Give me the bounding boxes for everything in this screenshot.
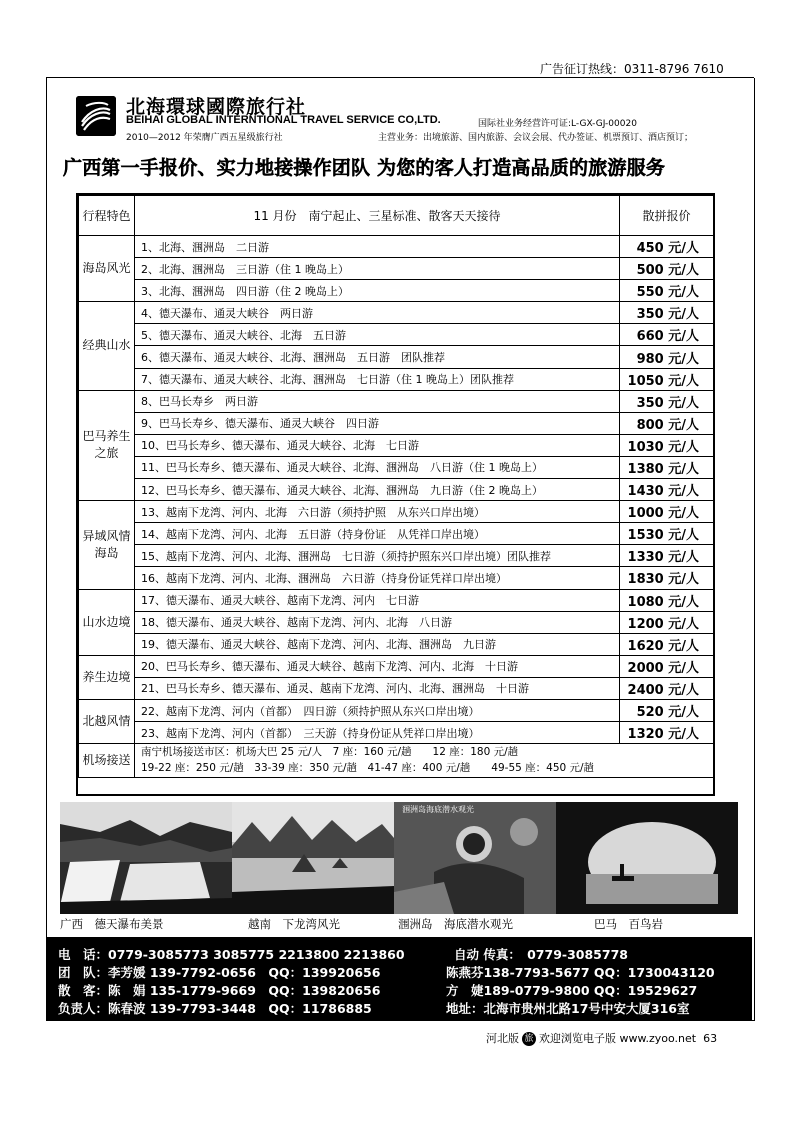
photo-bama-bainiao-cave: [556, 802, 738, 914]
route-cell: 3、北海、涠洲岛 四日游（住 2 晚岛上）: [135, 280, 620, 302]
price-cell: 550 元/人: [620, 280, 714, 302]
page-footer: [486, 1030, 717, 1046]
contact-team-2: 陈燕芬138-7793-5677 QQ：1730043120: [446, 965, 715, 980]
table-row: [79, 236, 714, 258]
table-row: [79, 523, 714, 545]
route-cell: 8、巴马长寿乡 两日游: [135, 390, 620, 412]
price-cell: 1080 元/人: [620, 589, 714, 611]
table-row: [79, 258, 714, 280]
table-row: [79, 456, 714, 478]
company-name-cn: 北海環球國際旅行社: [126, 96, 307, 118]
price-cell: 500 元/人: [620, 258, 714, 280]
footer-website[interactable]: 欢迎浏览电子版 www.zyoo.net: [539, 1032, 697, 1045]
table-row: [79, 699, 714, 721]
transfer-details: [135, 744, 714, 778]
route-cell: 21、巴马长寿乡、德天瀑布、通灵、越南下龙湾、河内、北海、涠洲岛 十日游: [135, 677, 620, 699]
price-cell: 1430 元/人: [620, 479, 714, 501]
header-category: 行程特色: [79, 196, 135, 236]
table-row: [79, 412, 714, 434]
route-cell: 6、德天瀑布、通灵大峡谷、北海、涠洲岛 五日游 团队推荐: [135, 346, 620, 368]
photo-halong-bay: [232, 802, 394, 914]
route-cell: 23、越南下龙湾、河内（首都） 三天游（持身份证从凭祥口岸出境）: [135, 722, 620, 744]
category-cell: 海岛风光: [79, 236, 135, 302]
transfer-line-1: 南宁机场接送市区：机场大巴 25 元/人 7 座：160 元/趟 12 座：180 元/趟: [141, 746, 519, 759]
route-cell: 15、越南下龙湾、河内、北海、涠洲岛 七日游（须持护照东兴口岸出境）团队推荐: [135, 545, 620, 567]
contact-address: 地址：北海市贵州北路17号中安大厦316室: [446, 1001, 690, 1016]
category-cell: 巴马养生之旅: [79, 390, 135, 500]
main-business: 主营业务：出境旅游、国内旅游、会议会展、代办签证、机票预订、酒店预订；: [378, 133, 694, 143]
table-row: [79, 611, 714, 633]
table-row: [79, 501, 714, 523]
price-cell: 1200 元/人: [620, 611, 714, 633]
photo-detian-waterfall: [60, 802, 232, 914]
price-cell: 350 元/人: [620, 302, 714, 324]
price-cell: 1030 元/人: [620, 434, 714, 456]
route-cell: 14、越南下龙湾、河内、北海 五日游（持身份证 从凭祥口岸出境）: [135, 523, 620, 545]
table-row: [79, 722, 714, 744]
route-cell: 2、北海、涠洲岛 三日游（住 1 晚岛上）: [135, 258, 620, 280]
contact-individual-2: 方 婕189-0779-9800 QQ：19529627: [446, 983, 698, 998]
route-cell: 12、巴马长寿乡、德天瀑布、通灵大峡谷、北海、涠洲岛 九日游（住 2 晚岛上）: [135, 479, 620, 501]
price-cell: 1380 元/人: [620, 456, 714, 478]
price-table: [76, 193, 715, 796]
category-cell: 养生边境: [79, 655, 135, 699]
caption-detian: 广西 德天瀑布美景: [60, 917, 164, 931]
caption-halong: 越南 下龙湾风光: [248, 917, 340, 931]
contact-individual: 散 客：陈 娟 135-1779-9669 QQ：139820656: [58, 983, 381, 998]
table-row: [79, 589, 714, 611]
price-cell: 980 元/人: [620, 346, 714, 368]
header-price: 散拼报价: [620, 196, 714, 236]
table-row: [79, 302, 714, 324]
route-cell: 20、巴马长寿乡、德天瀑布、通灵大峡谷、越南下龙湾、河内、北海 十日游: [135, 655, 620, 677]
table-row: [79, 324, 714, 346]
route-cell: 4、德天瀑布、通灵大峡谷 两日游: [135, 302, 620, 324]
table-row: [79, 390, 714, 412]
price-cell: 1330 元/人: [620, 545, 714, 567]
price-cell: 1530 元/人: [620, 523, 714, 545]
contact-phone: 电 话：0779-3085773 3085775 2213800 2213860: [58, 947, 405, 962]
category-cell: 山水边境: [79, 589, 135, 655]
category-cell: 机场接送: [79, 744, 135, 778]
route-cell: 19、德天瀑布、通灵大峡谷、越南下龙湾、河内、北海、涠洲岛 九日游: [135, 633, 620, 655]
photo-inset-label: 涠洲岛海底潜水观光: [402, 805, 474, 814]
table-row: [79, 655, 714, 677]
company-name-en: BEIHAI GLOBAL INTERNTIONAL TRAVEL SERVICE CO,LTD.: [126, 114, 441, 126]
airport-transfer-row: [79, 744, 714, 778]
license-number: 国际社业务经营许可证:L-GX-GJ-00020: [478, 119, 637, 129]
table-row: [79, 280, 714, 302]
route-cell: 13、越南下龙湾、河内、北海 六日游（须持护照 从东兴口岸出境）: [135, 501, 620, 523]
category-cell: 北越风情: [79, 699, 135, 743]
route-cell: 18、德天瀑布、通灵大峡谷、越南下龙湾、河内、北海 八日游: [135, 611, 620, 633]
table-row: [79, 346, 714, 368]
price-cell: 660 元/人: [620, 324, 714, 346]
caption-weizhou: 涠洲岛 海底潜水观光: [398, 917, 513, 931]
ad-hotline: 广告征订热线：0311-8796 7610: [540, 62, 724, 76]
price-cell: 2400 元/人: [620, 677, 714, 699]
route-cell: 17、德天瀑布、通灵大峡谷、越南下龙湾、河内 七日游: [135, 589, 620, 611]
price-cell: 800 元/人: [620, 412, 714, 434]
table-row: [79, 434, 714, 456]
category-cell: 经典山水: [79, 302, 135, 390]
table-row: [79, 677, 714, 699]
footer-badge-icon: 旅: [522, 1032, 536, 1046]
price-cell: 1050 元/人: [620, 368, 714, 390]
price-cell: 520 元/人: [620, 699, 714, 721]
table-row: [79, 479, 714, 501]
category-cell: 异域风情海岛: [79, 501, 135, 589]
slogan-headline: 广西第一手报价、实力地接操作团队 为您的客人打造高品质的旅游服务: [63, 157, 666, 179]
header-routes: 11 月份 南宁起止、三星标准、散客天天接待: [135, 196, 620, 236]
table-row: [79, 368, 714, 390]
price-cell: 1620 元/人: [620, 633, 714, 655]
contact-team: 团 队：李芳媛 139-7792-0656 QQ：139920656: [58, 965, 381, 980]
table-row: [79, 567, 714, 589]
company-logo-icon: [76, 96, 116, 136]
photo-weizhou-diving: [394, 802, 556, 914]
transfer-line-2: 19-22 座：250 元/趟 33-39 座：350 元/趟 41-47 座：400 元/趟 49-55 座：450 元/趟: [141, 762, 595, 775]
price-cell: 2000 元/人: [620, 655, 714, 677]
agency-grade: 2010—2012 年荣膺广西五星级旅行社: [126, 133, 283, 143]
route-cell: 9、巴马长寿乡、德天瀑布、通灵大峡谷 四日游: [135, 412, 620, 434]
contact-fax: 自动 传真： 0779-3085778: [454, 947, 628, 962]
price-cell: 1320 元/人: [620, 722, 714, 744]
contact-manager: 负责人：陈春波 139-7793-3448 QQ：11786885: [58, 1001, 372, 1016]
price-cell: 1000 元/人: [620, 501, 714, 523]
route-cell: 1、北海、涠洲岛 二日游: [135, 236, 620, 258]
table-header-row: [79, 196, 714, 236]
photo-strip: [60, 802, 738, 914]
route-cell: 5、德天瀑布、通灵大峡谷、北海 五日游: [135, 324, 620, 346]
route-cell: 7、德天瀑布、通灵大峡谷、北海、涠洲岛 七日游（住 1 晚岛上）团队推荐: [135, 368, 620, 390]
footer-edition: 河北版: [486, 1032, 519, 1045]
price-cell: 1830 元/人: [620, 567, 714, 589]
table-row: [79, 633, 714, 655]
route-cell: 10、巴马长寿乡、德天瀑布、通灵大峡谷、北海 七日游: [135, 434, 620, 456]
route-cell: 16、越南下龙湾、河内、北海、涠洲岛 六日游（持身份证凭祥口岸出境）: [135, 567, 620, 589]
price-cell: 450 元/人: [620, 236, 714, 258]
route-cell: 11、巴马长寿乡、德天瀑布、通灵大峡谷、北海、涠洲岛 八日游（住 1 晚岛上）: [135, 456, 620, 478]
price-cell: 350 元/人: [620, 390, 714, 412]
route-cell: 22、越南下龙湾、河内（首都） 四日游（须持护照从东兴口岸出境）: [135, 699, 620, 721]
caption-bama: 巴马 百鸟岩: [594, 917, 663, 931]
contact-panel: [46, 937, 752, 1020]
table-row: [79, 545, 714, 567]
page-number: 63: [703, 1032, 718, 1045]
